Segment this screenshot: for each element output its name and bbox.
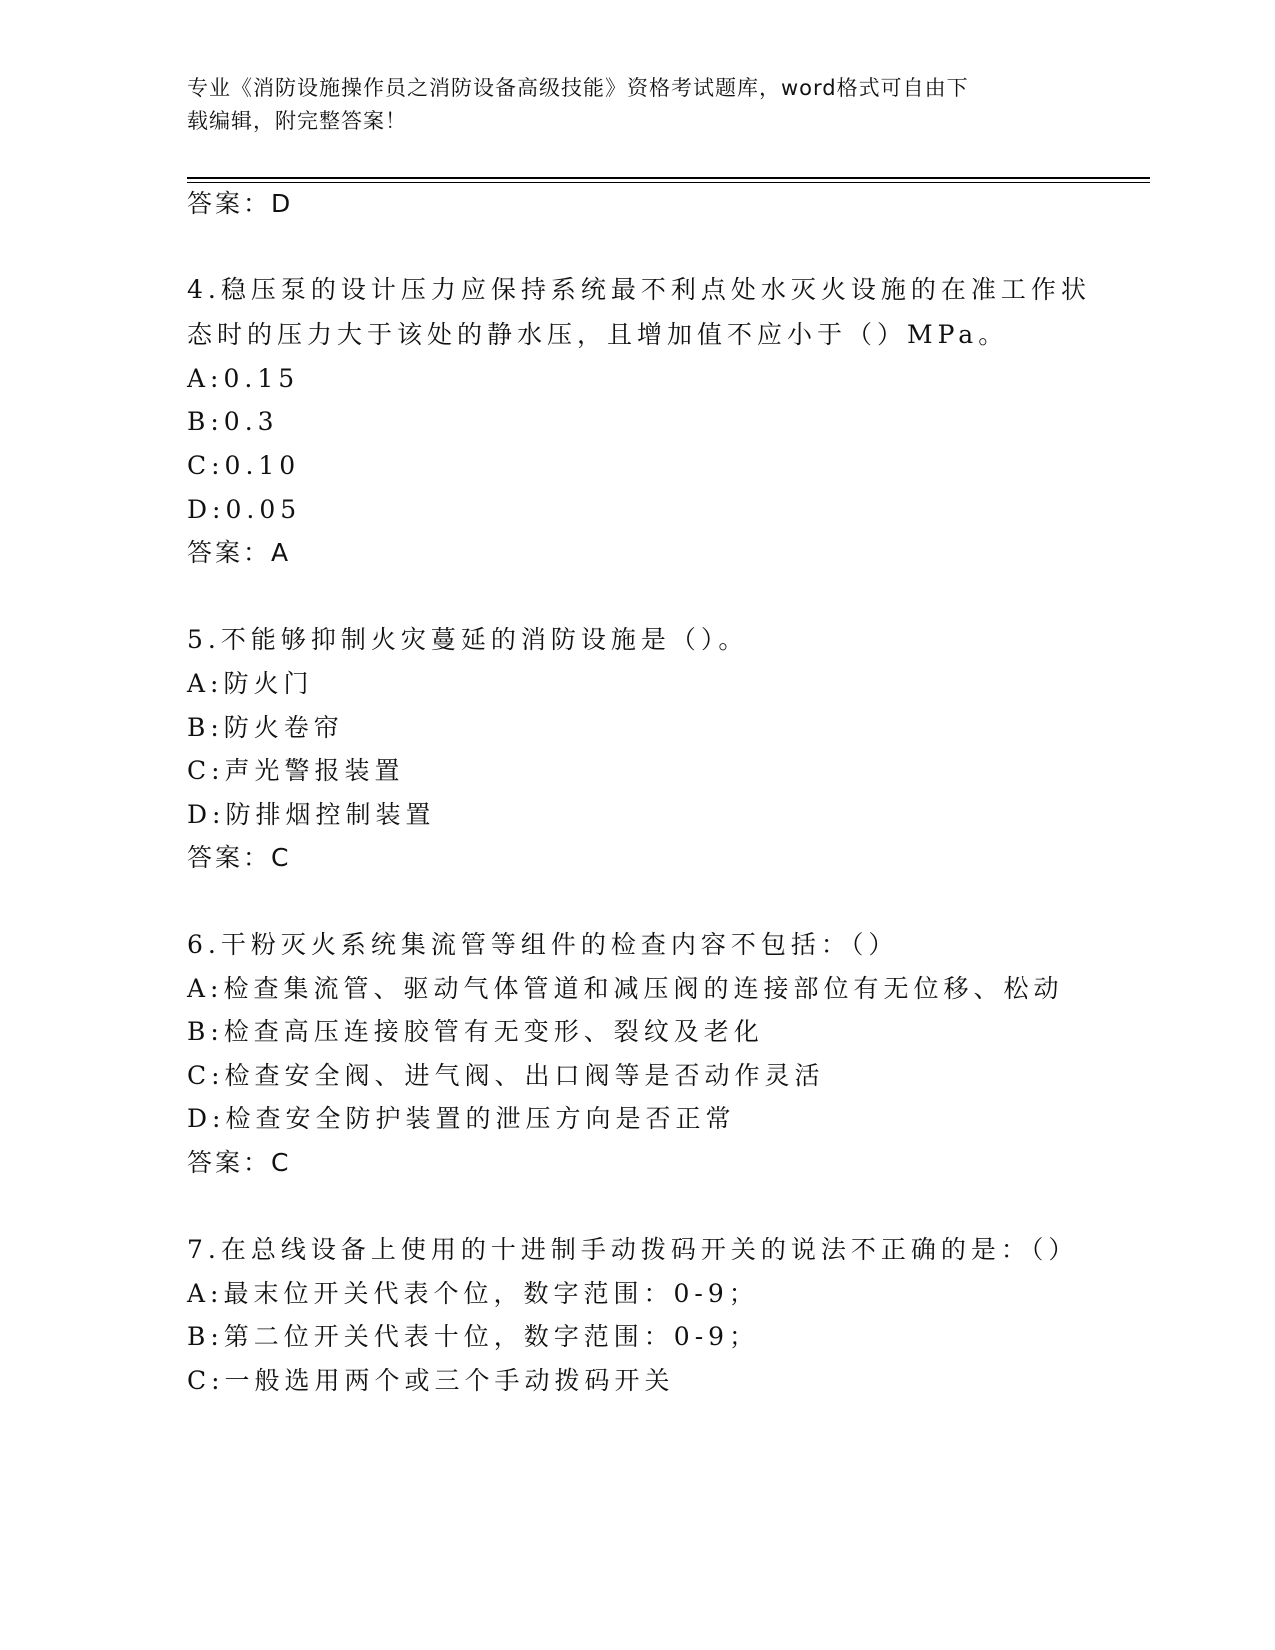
question-6-stem: 6.干粉灭火系统集流管等组件的检查内容不包括：（） <box>187 930 899 959</box>
question-7-option-c: C:一般选用两个或三个手动拨码开关 <box>187 1366 675 1395</box>
question-6-option-d: D:检查安全防护装置的泄压方向是否正常 <box>187 1104 736 1133</box>
question-4-option-d: D:0.05 <box>187 495 302 524</box>
question-4-option-c: C:0.10 <box>187 451 301 480</box>
header-line-2: 载编辑，附完整答案！ <box>187 109 407 133</box>
question-5-answer: 答案：C <box>187 843 292 872</box>
question-6-option-a: A:检查集流管、驱动气体管道和减压阀的连接部位有无位移、松动 <box>187 974 1064 1003</box>
question-5-option-d: D:防排烟控制装置 <box>187 800 436 829</box>
header-rule-thick <box>187 177 1150 179</box>
document-header <box>187 72 1087 138</box>
question-6-option-c: C:检查安全阀、进气阀、出口阀等是否动作灵活 <box>187 1061 825 1090</box>
question-7-stem: 7.在总线设备上使用的十进制手动拨码开关的说法不正确的是：（） <box>187 1235 1079 1264</box>
header-rule-thin <box>187 182 1150 183</box>
question-5-stem: 5.不能够抑制火灾蔓延的消防设施是（）。 <box>187 625 749 654</box>
question-4-answer: 答案：A <box>187 538 292 567</box>
question-5-option-b: B:防火卷帘 <box>187 713 344 742</box>
question-7-option-a: A:最末位开关代表个位，数字范围：0-9； <box>187 1279 759 1308</box>
question-5-option-c: C:声光警报装置 <box>187 756 405 785</box>
previous-answer: 答案：D <box>187 189 294 218</box>
question-5-option-a: A:防火门 <box>187 669 314 698</box>
question-6-option-b: B:检查高压连接胶管有无变形、裂纹及老化 <box>187 1017 764 1046</box>
question-7-option-b: B:第二位开关代表十位，数字范围：0-9； <box>187 1322 760 1351</box>
question-4-stem-line-2: 态时的压力大于该处的静水压，且增加值不应小于（）MPa。 <box>187 320 1009 349</box>
question-4-option-b: B:0.3 <box>187 407 279 436</box>
question-4-option-a: A:0.15 <box>187 364 300 393</box>
question-4-stem-line-1: 4.稳压泵的设计压力应保持系统最不利点处水灭火设施的在准工作状 <box>187 275 1091 304</box>
question-6-answer: 答案：C <box>187 1148 292 1177</box>
header-line-1: 专业《消防设施操作员之消防设备高级技能》资格考试题库，word格式可自由下 <box>187 76 969 100</box>
